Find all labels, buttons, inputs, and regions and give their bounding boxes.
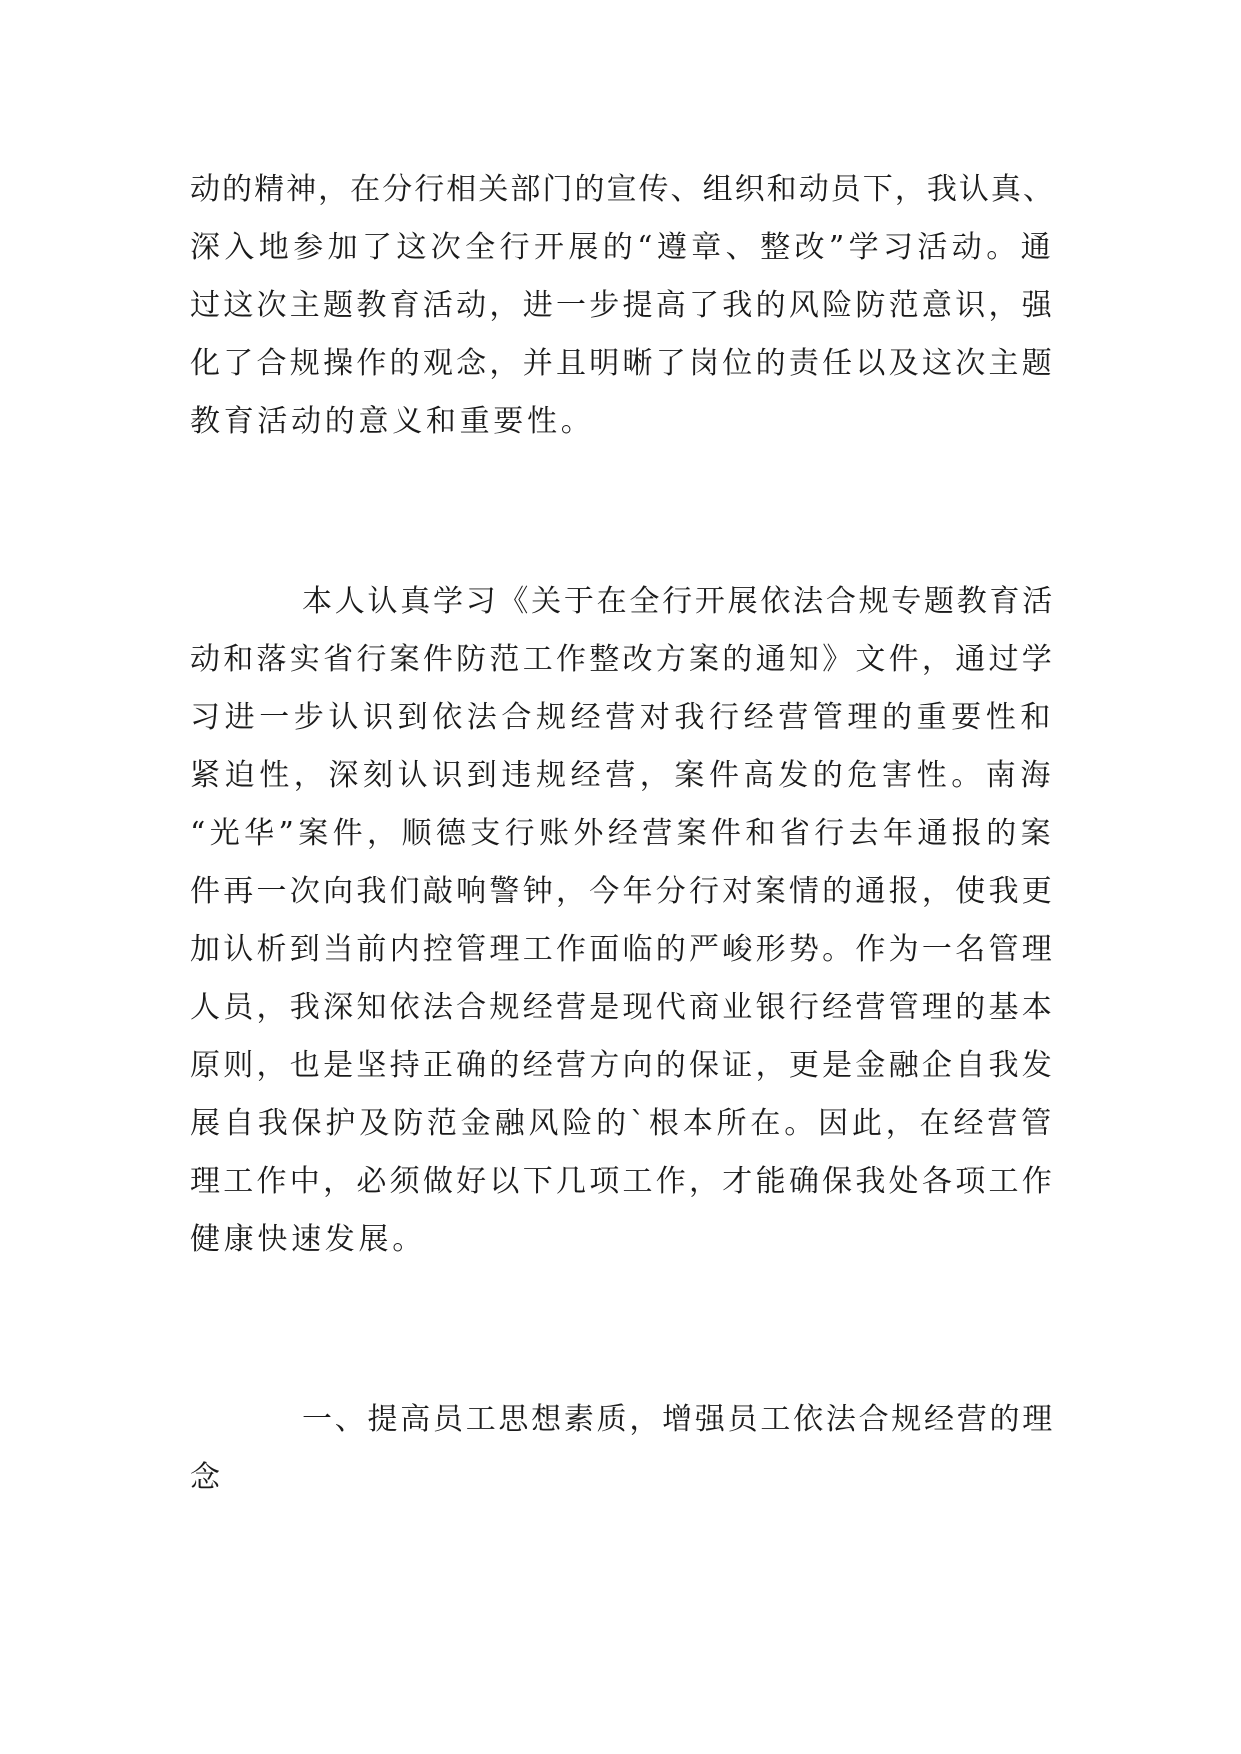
section-heading-1 <box>190 1391 1055 1507</box>
text-line: 深入地参加了这次全行开展的“遵章、整改”学习活动。通 <box>190 230 1055 265</box>
text-line: 动和落实省行案件防范工作整改方案的通知》文件，通过学 <box>190 642 1055 677</box>
text-line: 健康快速发展。 <box>190 1222 426 1257</box>
text-line: 一、提高员工思想素质，增强员工依法合规经营的理 <box>302 1402 1055 1437</box>
text-line: 化了合规操作的观念，并且明晰了岗位的责任以及这次主题 <box>190 346 1055 381</box>
paragraph-1 <box>190 161 1055 451</box>
text-line: 本人认真学习《关于在全行开展依法合规专题教育活 <box>302 584 1055 619</box>
text-line: 教育活动的意义和重要性。 <box>190 404 595 439</box>
text-line: 动的精神，在分行相关部门的宣传、组织和动员下，我认真、 <box>190 172 1055 207</box>
text-line: 加认析到当前内控管理工作面临的严峻形势。作为一名管理 <box>190 932 1055 967</box>
text-line: 理工作中，必须做好以下几项工作，才能确保我处各项工作 <box>190 1164 1055 1199</box>
text-line: 过这次主题教育活动，进一步提高了我的风险防范意识，强 <box>190 288 1055 323</box>
text-line: “光华”案件，顺德支行账外经营案件和省行去年通报的案 <box>190 816 1055 851</box>
text-line: 件再一次向我们敲响警钟，今年分行对案情的通报，使我更 <box>190 874 1055 909</box>
text-line: 念 <box>190 1460 224 1495</box>
text-line: 原则，也是坚持正确的经营方向的保证，更是金融企自我发 <box>190 1048 1055 1083</box>
text-line: 展自我保护及防范金融风险的`根本所在。因此，在经营管 <box>190 1106 1055 1141</box>
text-line: 人员，我深知依法合规经营是现代商业银行经营管理的基本 <box>190 990 1055 1025</box>
text-line: 习进一步认识到依法合规经营对我行经营管理的重要性和 <box>190 700 1055 735</box>
paragraph-2 <box>190 573 1055 1269</box>
text-line: 紧迫性，深刻认识到违规经营，案件高发的危害性。南海 <box>190 758 1055 793</box>
